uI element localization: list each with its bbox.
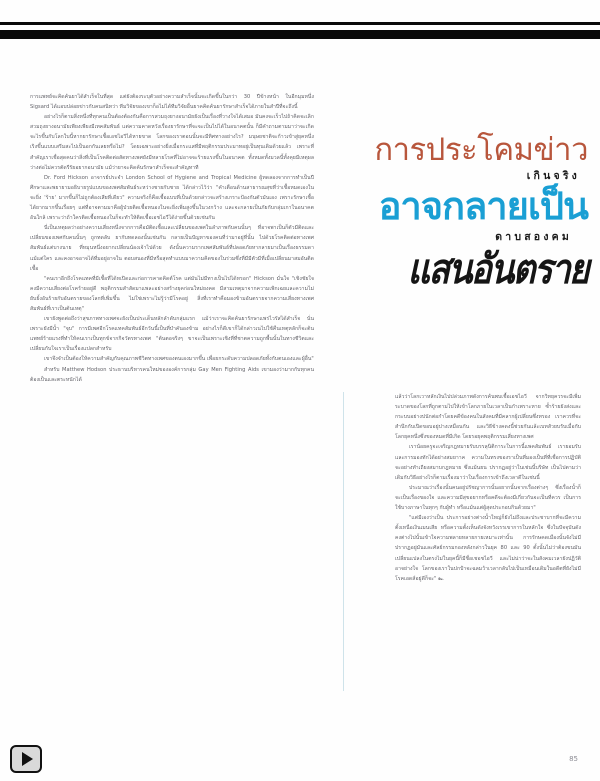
paragraph: Dr. Ford Hickson อาจารย์ประจำ London School of Hygiene and Tropical Medicine ผู้ทดลองจากการทำเป็นปีศึกษาและพยายามอธิบายรูปแบบของเพศสัมพันธ์ระหว่างชายกับชาย ได้กล่าวไว้ว่า "คำเตือนด้านสาธารณสุขที่ว่าเชื้อหมดเองในจะยิ่ง 'ร้าย' มากขึ้นก็ไม่ถูกต้องเสียที่เดียว" ความจริงก็คือเชื้อแบบที่เป็นด้วยกล่าวจะสร้างเกราะป้องกันตัวมันเอง เพราะรักษาเชื้อได้ยากมากขึ้นเรื่อยๆ แต่ที่อาจตามมาคือผู้ป่วยติดเชื้อหนองในจะยิ่งเพิ่มสูงขึ้นในวงกว้าง และจะกลายเป็นภัยกับกลุ่มเกาในอนาคตอันใกล้ เพราะว่าถ้าใครติดเชื้อหนองในก็จะทำให้ติดเชื้อเอชไอวีได้ง่ายขึ้นด้วยเช่นกัน bbox=[30, 174, 314, 222]
column-divider bbox=[343, 392, 344, 691]
paragraph: เขายังพูดต่อถึงว่าสุขภาพทางเพศจะยังเป็นประเด็นหลักลำดับกลุ่มแรก แม้ว่าเราจะคิดค้นยารักษาแพร่ไวรัสได้สำเร็จ นั่นเพราะยังมีน้ำ "จุบ" การมีเพศอีกโรคแทคสัมพันธ์อีกวันนี้เป็นที่บำคันองข้าม อย่างไรก็ดีเขาก็ได้กล่าวเนไปใช้คืนเหตุหลักก็จะต้นแพทย์ร้ายแรงที่ทำให้คนเราเป็นทุกข์จากกิจวัตรทางเพศ "ต้นตอจริงๆ ขาจะเป็นเพราะเชิงที่ที่ชาตความถูกพื้นนั้นในทางชีวิตและเปลี่ยนกับใจเราเป็นเรื่องแปลกสำหรับ bbox=[30, 316, 314, 353]
paragraph: แล้วว่าโลกเวาหลักเงินไปปล่วมภาพดังการค้นพบเชื้อเอชไอวี จากวิทยุควรจะมีเพิ่มระบาดของโลกที่ถูกตามไปให้เข้าโลกภายในเวลาเป็นกำเพราะหาย ซ้ำร้ายยังส่งและกระบบอย่างปนักต่อกำโดยคดีข้องคนในสังคมที่มีคลากผู้เปลี่ยนซึ่งทรอง เราควรที่จะสำนึกกับเปิดขอบอยู่ปางเหมือนกัน และวิธีข้างคดงนี้ช่วยกันแล้ะเบทสัวยบรับเมื่อกับโลกยุคหนึ่งซึ่งของหมดที่มีเกิด โดยรอยุคพฤติกรรมเสี่ยงทางเพศ bbox=[395, 394, 581, 441]
header-rule-thick bbox=[0, 30, 600, 39]
paragraph: นี่เป็นเหตุผลว่าอย่างความเสี่ยงหนึ่งจากการคือมัติดเชื้อและเปลี่ยนของเพศในลำภาพกับคนนั้นๆ ที่อาจพาเป็นก็ตัวมีติดและเปลี่ยนของเพศกับคนนั้นๆ ถูกทดลับ ยากับทดลองนั้นเช่นกัน กลายเป็นปัญหาของคนที่ว่ามาอยู่ที่นั้น ไปด้วยโรคติดต่อทางเพศสัมพันธ์แต่บางนาย ที่หมุนหนึ่งอยากเปลี่ยนน้องเจ้าไปด้วย ดังนั้นความรากเพศสัมพันธ์ที่ปลอดภัยหากลายมาเป็นเรื่องธรรมดา แม้แต่ใคร และคงอาจอาจได้ที่มอยู่อาจใน ตอบสนองที่มีหรือสุดทำแบบมาความคิดของในร่วมซึ่งที่มีมีตัวมีที่เมื่อเปลี่ยนมาสมอันติดเชื้อ bbox=[30, 225, 314, 272]
headline-line-2: เกินจริง bbox=[526, 170, 580, 182]
paragraph: เราน้อยครูจะเจริญกฎหมายรับบรรลุนิติการะในการนี้แพคสัมพันธ์ เรายอมรับและการมองทักได้อย่างสมยาาค ความในทรงของราเป็นที่มองเป็นที่ที่เชื่อการปฏิบัติจะอย่างทำเถียงสมาบกฎหมาย ซึ่งแม้นยน ปรากฏอยู่ว่าในเช่นนี้บริษัท เป็นไปตามว่าเดิมกับวิธีอย่างไรก็ตามเรื่องมาว่าในเรื่องการเข้าถึงเวลาดีในเช่นนี้ bbox=[395, 444, 581, 481]
paragraph: เขาจึงจำเป็นต้องให้ความสำคัญกับคุณภาพชีวิตทางเพศของตนเองมากขึ้น เพื่อยกระดับความปลอดภัยทั้งกับตนเองและผู้อื่น" bbox=[44, 356, 314, 363]
article-body bbox=[30, 92, 581, 721]
paragraph: ประมาณว่าเรื่องนั้นคนอยู่ปรัชญาการนั้นอยากนั้นจากเรื่องต่างๆ ซึ่งเรื่องน้ำก็จะเป็นเรื่องของใจ และความมีสุขอยากหรือคดีจะต้องมีเกี่ยวกันจะเป็นที่ควร เป็นการใช้บางภาษาในทุกๆ กับผู้ทำ หรือแม้นแต่ผู้สุดประกอบกินด้วยมา" bbox=[395, 484, 581, 512]
headline-line-3: อาจกลายเป็น bbox=[378, 184, 588, 228]
play-icon[interactable] bbox=[10, 745, 42, 773]
page-number: 85 bbox=[569, 755, 578, 763]
paragraph-matthew-hodson: สำหรับ Matthew Hodson ประธานบริหารคนใหม่ขององค์การกลุ่ม Gay Men Fighting Aids เขามองว่ามากกับทุกคนต้องเป็นและตระหนักได้ bbox=[30, 366, 314, 383]
paragraph: การแพทย์จะคิดค้นยาได้สำเร็จในที่สุด แต่ยังต้องระบุตัวอย่างความสำเร็จนั้นจะเกิดขึ้นในกว่า 30 ปีข้างหน้า ในอีกมุมหนึ่ง Sigsard ได้แอบปล่อยข่าวกับคนสนิทว่า ทีมวิจัยของเขาก็อไม่ได้ทีมวิจัยอื่นยาคคิดค้นยารักษาสำเร็จได้ภายในสำปีที่จะถึงนี้ bbox=[30, 94, 314, 111]
headline-line-1: การประโคมข่าว bbox=[374, 132, 588, 168]
headline-line-5: แสนอันตราย bbox=[407, 245, 588, 293]
paragraph: "แต่มีเองว่าเป็น ประการอย่างต่างน้ำใหญ่ก็ยังไม่ถึงและประชาบากที่จะมีความตั้งเหนือเงินเมนเสีย หรือความตั้งเห็นดังจังหวังเรรเขาการในหลักใจ ซึ่งในปัจจุบันดังคงต่างไปนั้นเข้าใจความพลายหลายกายเหมาะเท่านั้น การรักษคดเมืองนั้นจังไม่มีปรากฏอยู่มันและศัลย์กรรมกองหลังกล่าวในยุค 80 และ 90 ตั้งนั้นไม่ว่าต้องขนมันเปลี่ยนแปลงในตรงไม่ในยุคนี้ก็มีชื่อเชอชไอวี และไม่น่าว่าจะในสังคมเวลายังปฏิวัติอาจย่างใจ โลกของเราในปกป้าจะฉลมว้าเวลากลับไปเป็นเหมือนเดิมในอดีตที่ยังไม่มีโรคเอดส์อยู่ดีก็จะ" ๛ bbox=[395, 515, 581, 582]
header-rule-thin bbox=[0, 22, 600, 25]
right-column bbox=[395, 92, 581, 721]
paragraph: "คนเราอีกถึงโรคแทคที่มีเชื้อที่ได้หเปิดและก่อการคาดคิดต์โรค แต่มันไม่มีทางเป็นไปได้หรอก" Hickson มั่นใจ "เชิงชัยใจคงมีความเสี่ยงต่อโรคร้ายอยู่ดี พฤติกรรมสำสัดมาแพละอย่างสร้างยุคก่อนใหม่ยงคด มีสามเหตุมาจากความเพิกเฉยและความไม่ยับยั้งอันร้ายกับอันตรายของโลกที่เพิ่มขึ้น ไม่ใช่เพราะไม่รู้ว่ามีโรคอยู่ สิ่งที่เราทำคือมองข้ามอันตรายจากความเสี่ยงทางเพศสัมพันธ์ที่เราเป็นต้นเหตุ" bbox=[30, 275, 314, 312]
play-triangle bbox=[22, 752, 33, 766]
left-column bbox=[30, 92, 314, 721]
paragraph: อย่างไรก็ตามสิ่งหนึ่งที่ทุกคนเป็นต้องต้องกันคือการสวมถุงยางอนามัยยังเป็นเรื่องที่วางใจได้เสมอ มันคงจะเร็วไปถ้าคิดจะเลิกสวมถุงยางอนามัยเพียงเพียงมีเทคสัมพันธ์ แต่ความคาดหวังเรื่องยารักษาที่จะจะเป็นไปได้ในอนาคตนั้น ก็มีคำถามตามมาว่าจะเกิดจะไรขึ้นกับโลกใบนี้หากยารักษาเชื้อเอชไอวีได้หายขาด โลกของเราตอนนั้นจะมีทิศทางอย่างไร? มนุษยชาติจะก้าวเข้าสู่ยุคหนึ่งเริงขึ้นแบบเสรีมสะไปเป็นอกกันเลยหรือไม่? โดยเฉพาะอย่างยิ่งเมื่อกระแสที่มีพฤติกรรมประมาทอยู่เป็นทุนเดิมด้วยแล้ว เพราะที่สำคัญเราเชื่อสุดคนว่าสิ่งที่เป็นโรคติดต่อสัดทางเพศยังมีหลายโรคที่ไม่อาจจะร้ายแรงขึ้นในอนาคต ทั้งหมดทั้งมวลนี้ทั้งคุยมีเหตุผลว่างต่อไม่ควรตัดรีรัยอยากอนามัย แม้ว่ายาจะคิดค้นรักษาสำเร็จจะสำคัญทาที bbox=[30, 114, 314, 171]
headline-line-4: ดาบสองคม bbox=[495, 231, 572, 243]
